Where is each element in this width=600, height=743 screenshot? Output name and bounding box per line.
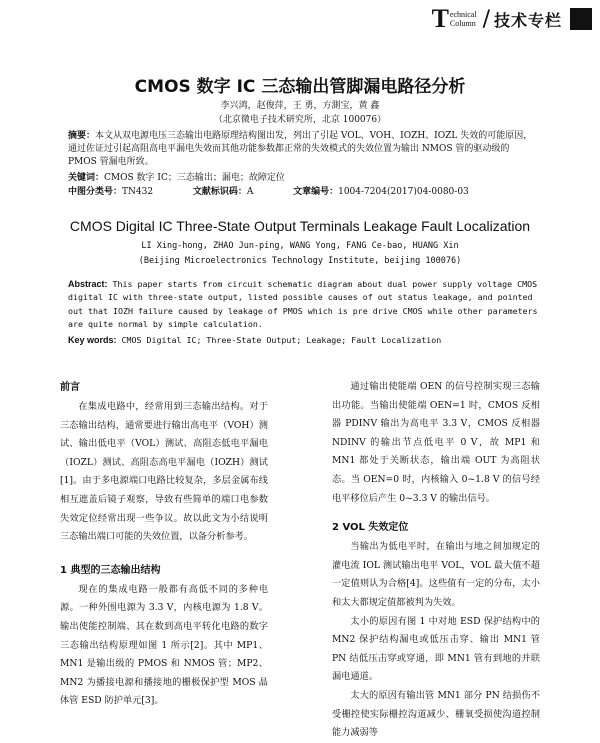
section-gap <box>60 547 268 561</box>
paragraph-preface: 在集成电路中，经常用到三态输出结构。对于三态输出结构，通常要进行输出高电平（VOH）测试、输出低电平（VOL）测试、高阻态低电平漏电（IOZL）测试、高阻态高电平漏电（IOZH）测试[1]。由于多电源端口电路比较复杂，多层金属布线相互遮盖后镜子观察，导致有些简单的端口电参数失效定位经常出现一些争议。故以此文为小结说明三态输出端口可能的失效位置，以备分析参考。 <box>60 401 268 543</box>
paragraph-section-1: 现在的集成电路一般都有高低不同的多种电源。一种外围电源为 3.3 V，内核电源为 1.8 V。输出使能控制端、其在数到高电平转化电路的数字三态输出结构原理如图 1 所示[2]。其中 MP1、MN1 是输出级的 PMOS 和 NMOS 管；MP2、MN2 为播接电源和播接地的栅极保护型 MOS 晶体管 ESD 防护单元[3]。 <box>60 583 268 707</box>
clc-value: TN432 <box>122 187 154 197</box>
paragraph-right-1: 通过输出使能端 OEN 的信号控制实现三态输出功能。当输出使能端 OEN=1 时，CMOS 反相器 PDINV 输出为高电平 3.3 V，CMOS 反相器 NDINV 的输出节点低电平 0 V，故 MP1 和 MN1 都处于关断状态，输出端 OUT 为高阻状态。当 OEN=0 时，内核输入 0~1.8 V 的信号经电平移位后产生 0~3.3 V 的输出信号。 <box>332 381 540 504</box>
authors-english: LI Xing-hong, ZHAO Jun-ping, WANG Yong, FANG Ce-bao, HUANG Xin <box>141 241 459 251</box>
article-number-value: 1004-7204(2017)04-0080-03 <box>338 187 469 197</box>
section-heading-2: 2 VOL 失效定位 <box>332 522 409 534</box>
keywords-chinese <box>68 172 538 185</box>
affiliation-english: (Beijing Microelectronics Technology Institute, beijing 100076) <box>138 256 462 266</box>
section-heading-1: 1 典型的三态输出结构 <box>60 564 161 576</box>
paragraph-right-3: 太小的原因有图 1 中对地 ESD 保护结构中的 MN2 保护结构漏电或低压击穿、输出 MN1 管 PN 结低压击穿或穿通，即 MN1 管有到地的并联漏电通道。 <box>332 615 540 683</box>
header-slash: / <box>482 6 490 32</box>
keywords-english <box>68 334 538 347</box>
header-logo-letter: T <box>431 4 449 33</box>
keywords-chinese-label: 关键词： <box>68 173 105 183</box>
abstract-chinese-label: 摘要： <box>68 131 96 141</box>
paragraph-right-4: 太大的原因有输出管 MN1 部分 PN 结损伤不受栅控使实际栅控沟道减少、栅氧受损使沟道控制能力减弱等 <box>332 689 540 739</box>
section-heading-preface: 前言 <box>60 382 80 393</box>
header-black-square <box>570 8 592 30</box>
affiliation-chinese: （北京微电子技术研究所，北京 100076） <box>213 115 387 125</box>
column-header <box>432 6 592 32</box>
keywords-chinese-text: CMOS 数字 IC；三态输出；漏电；故障定位 <box>104 173 285 183</box>
section-gap <box>332 508 540 518</box>
body-left-column <box>60 378 268 711</box>
title-chinese: CMOS 数字 IC 三态输出管脚漏电路径分析 <box>134 77 466 97</box>
header-logo-text <box>450 10 477 28</box>
header-logo-line-2: Column <box>449 19 476 28</box>
classification-line <box>68 186 538 199</box>
abstract-chinese-text: 本文从双电源电压三态输出电路原理结构图出发，列出了引起 VOL、VOH、IOZH、IOZL 失效的可能原因，通过佐证过引起高阻高电平漏电失效而其他功能参数都正常的失效模式的失效位置为输出 NMOS 管的驱动级的 PMOS 管漏电所致。 <box>68 131 533 167</box>
title-english: CMOS Digital IC Three-State Output Terminals Leakage Fault Localization <box>69 218 531 234</box>
doc-code-label: 文献标识码： <box>192 187 247 197</box>
clc-label: 中图分类号： <box>68 187 123 197</box>
header-column-name: 技术专栏 <box>493 10 562 30</box>
keywords-english-text: CMOS Digital IC; Three-State Output; Leakage; Fault Localization <box>121 335 442 345</box>
paragraph-right-2: 当输出为低电平时，在输出与地之间加规定的灌电流 IOL 测试输出电平 VOL，VOL 最大值不超一定值则认为合格[4]。这些值有一定的分布，太小和太大都规定值都被判为失效。 <box>332 541 540 608</box>
article-number-label: 文章编号： <box>293 187 339 197</box>
abstract-english-label: Abstract: <box>68 279 108 289</box>
abstract-chinese <box>68 130 538 169</box>
abstract-english-text: This paper starts from circuit schematic diagram about dual power supply voltage CMOS digital IC with three-state output, listed possible causes of out status leakage, and pointed out that IOZH failure caused by leakage of PMOS which is pre drive CMOS while other parameters are quite normal by simple calculation. <box>68 279 538 330</box>
abstract-english <box>68 278 538 332</box>
header-logo-line-1: echnical <box>449 10 477 19</box>
doc-code-value: A <box>246 187 254 197</box>
body-right-column <box>332 378 540 743</box>
keywords-english-label: Key words: <box>68 335 117 345</box>
authors-chinese: 李兴鸿，赵俊萍，王 勇，方測宝，黄 鑫 <box>220 101 380 111</box>
